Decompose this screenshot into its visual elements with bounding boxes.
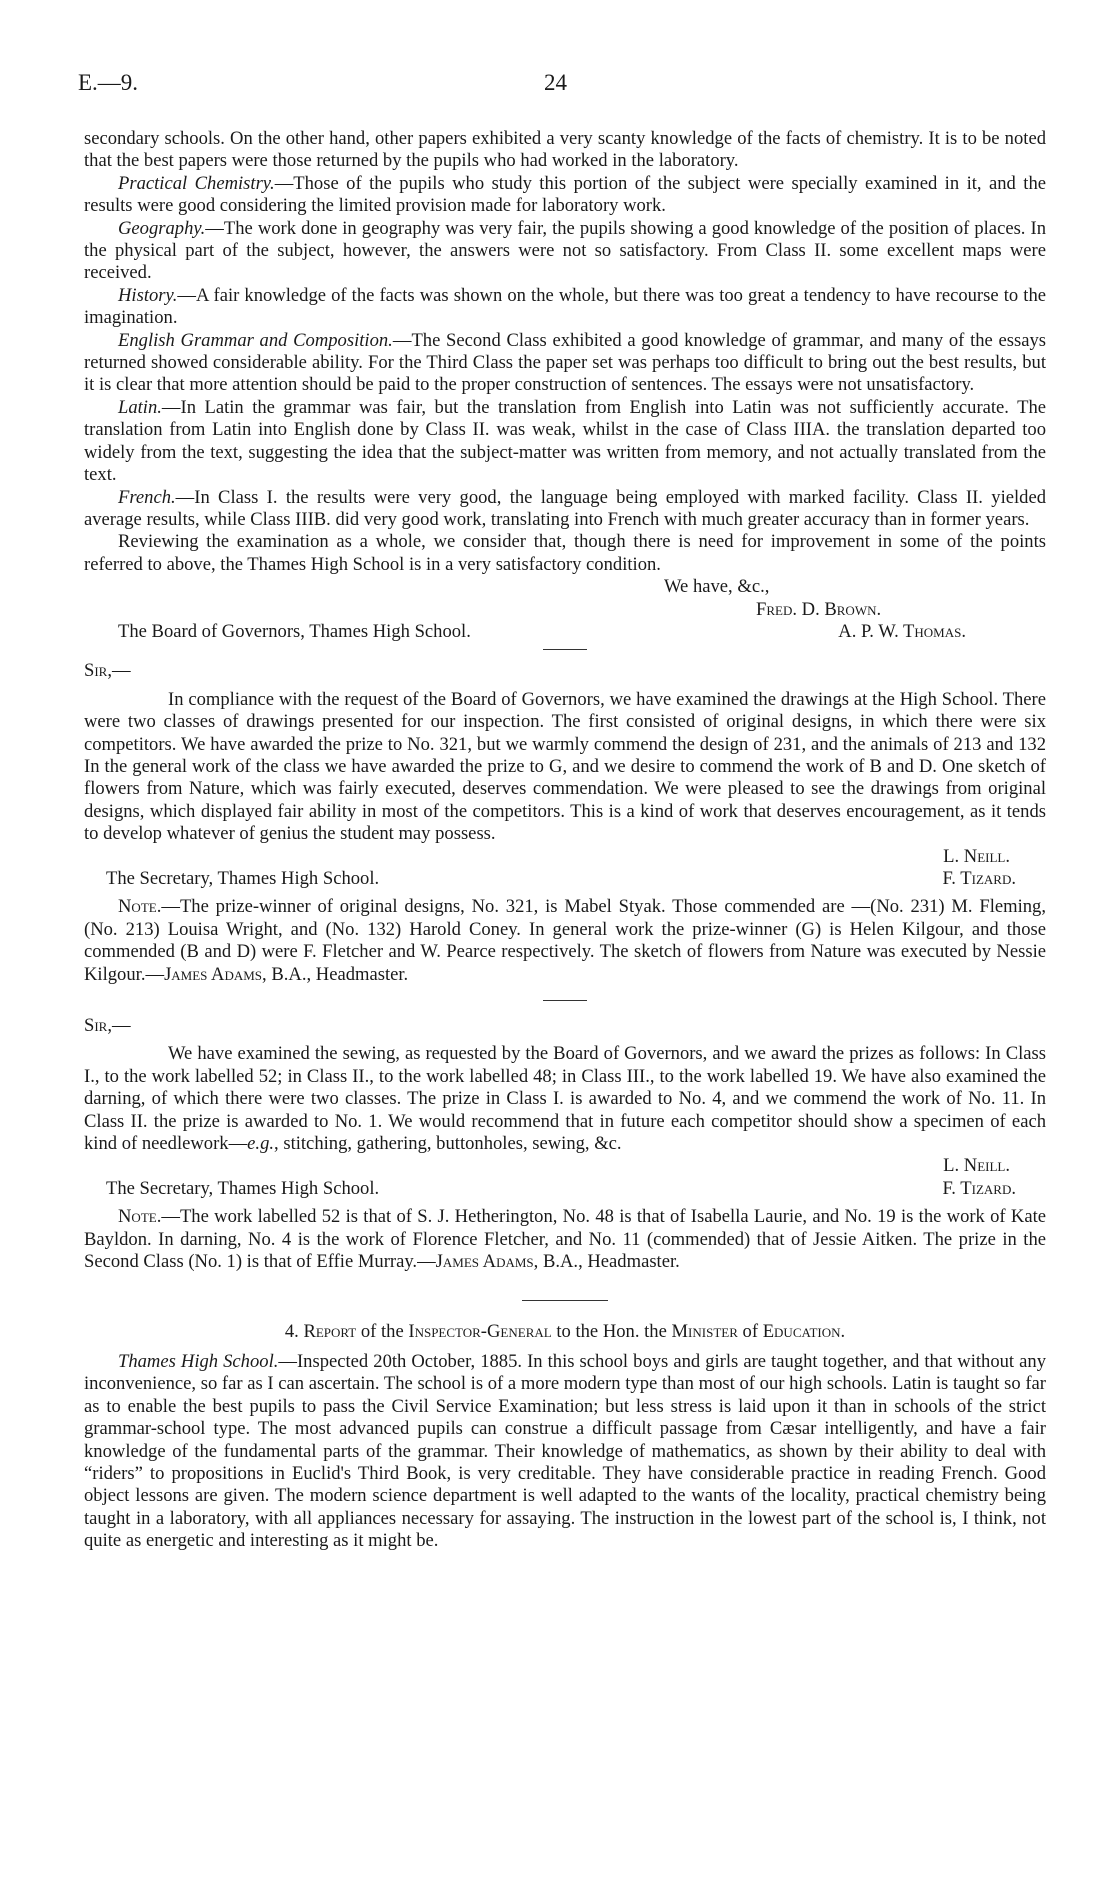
- geography-paragraph: Geography.—The work done in geography was very fair, the pupils showing a good knowledge of the position of places. In the physical part of the subject, however, the answers were not so satisfactory. From Class II. some excellent maps were received.: [84, 217, 1046, 284]
- drawings-paragraph: In compliance with the request of the Board of Governors, we have examined the drawings at the High School. There were two classes of drawings presented for our inspection. The first consisted of original designs, in which there were six competitors. We have awarded the prize to No. 321, but we warmly commend the design of 231, and the animals of 213 and 132 In the general work of the class we have awarded the prize to G, and we desire to commend the work of B and D. One sketch of flowers from Nature, which was fairly executed, deserves commendation. We were pleased to see the drawings from original designs, which displayed fair ability in most of the competitors. This is a kind of work that deserves encouragement, as it tends to develop whatever of genius the student may possess.: [84, 688, 1046, 845]
- reviewing-paragraph: Reviewing the examination as a whole, we consider that, though there is need for improvement in some of the points referred to above, the Thames High School is in a very satisfactory condition.: [84, 531, 1046, 575]
- intro-paragraph: secondary schools. On the other hand, other papers exhibited a very scanty knowledge of the facts of chemistry. It is to be noted that the best papers were those returned by the pupils who had worked in the laboratory.: [84, 128, 1046, 172]
- page-header: [78, 70, 1046, 104]
- latin-paragraph: Latin.—In Latin the grammar was fair, but the translation from English into Latin was not sufficiently accurate. The translation from Latin into English done by Class II. was weak, whilst in the case of Class IIIA. the translation departed too widely from the text, suggesting the idea that the subject-matter was written from memory, and not actually translated from the text.: [84, 396, 1046, 486]
- signatory-tizard: F. Tizard.: [942, 1177, 1016, 1199]
- addressee-secretary: The Secretary, Thames High School.: [106, 868, 380, 889]
- report-heading: 4. Report of the Inspector-General to the Hon. the Minister of Education.: [284, 1320, 846, 1342]
- signature-row-drawings-1: [84, 846, 1046, 868]
- salutation-drawings: Sir,—: [84, 660, 131, 682]
- practical-chemistry-heading: Practical Chemistry.: [118, 172, 275, 194]
- addressee-secretary: The Secretary, Thames High School.: [106, 1177, 380, 1199]
- signatory-neill: L. Neill.: [943, 1155, 1010, 1177]
- section-divider: [522, 1300, 608, 1301]
- page-number: 24: [544, 70, 567, 95]
- french-paragraph: French.—In Class I. the results were very good, the language being employed with marked facility. Class II. yielded average results, while Class IIIB. did very good work, translating into French with much greater accuracy than in former years.: [84, 486, 1046, 530]
- salutation-sewing: Sir,—: [84, 1015, 131, 1037]
- signature-row-drawings-2: [84, 868, 1046, 890]
- document-page: [78, 70, 1046, 1553]
- addressee-board: The Board of Governors, Thames High School.: [118, 620, 471, 642]
- latin-heading: Latin.: [118, 396, 162, 418]
- note-label: Note.: [118, 896, 162, 918]
- geography-heading: Geography.: [118, 217, 206, 239]
- note-label: Note.: [118, 1206, 162, 1228]
- signatory-neill: L. Neill.: [943, 845, 1010, 867]
- drawings-note-paragraph: Note.—The prize-winner of original designs, No. 321, is Mabel Styak. Those commended are —(No. 231) M. Fleming, (No. 213) Louisa Wright, and (No. 132) Harold Coney. In general work the prize-winner (G) is Helen Kilgour, and those commended (B and D) were F. Fletcher and W. Pearce respectively. The sketch of flowers from Nature was executed by Nessie Kilgour.—James Adams, B.A., Headmaster.: [84, 896, 1046, 985]
- signature-row-sewing-1: [84, 1155, 1046, 1177]
- french-heading: French.: [118, 486, 176, 508]
- signature-block-1: [84, 576, 1046, 643]
- signature-row-sewing-2: [84, 1178, 1046, 1200]
- section-divider: [543, 1000, 587, 1001]
- practical-chemistry-paragraph: Practical Chemistry.—Those of the pupils who study this portion of the subject were specially examined in it, and the results were good considering the limited provision made for laboratory work.: [84, 172, 1046, 217]
- headmaster-name: James Adams: [164, 963, 263, 985]
- sewing-paragraph: We have examined the sewing, as requested by the Board of Governors, and we award the prizes as follows: In Class I., to the work labelled 52; in Class II., to the work labelled 48; in Class III., to the work labelled 19. We have also examined the darning, of which there were two classes. The prize in Class I. is awarded to No. 4, and we commend the work of No. 11. In Class II. the prize is awarded to No. 1. We would recommend that in future each competitor should show a specimen of each kind of needlework—e.g., stitching, gathering, buttonholes, sewing, &c.: [84, 1043, 1046, 1155]
- document-reference: E.—9.: [78, 70, 139, 95]
- school-heading: Thames High School.: [118, 1350, 279, 1372]
- sewing-note-paragraph: Note.—The work labelled 52 is that of S. J. Hetherington, No. 48 is that of Isabella Laurie, and No. 19 is the work of Kate Bayldon. In darning, No. 4 is the work of Florence Fletcher, and No. 11 (commended) that of Jessie Aitken. The prize in the Second Class (No. 1) is that of Effie Murray.—James Adams, B.A., Headmaster.: [84, 1206, 1046, 1273]
- signatory-brown: Fred. D. Brown.: [756, 598, 882, 620]
- closing-line: We have, &c.,: [664, 576, 770, 598]
- history-paragraph: History.—A fair knowledge of the facts was shown on the whole, but there was too great a tendency to have recourse to the imagination.: [84, 284, 1046, 329]
- section-divider: [543, 649, 587, 650]
- signatory-tizard: F. Tizard.: [942, 868, 1016, 889]
- english-paragraph: English Grammar and Composition.—The Second Class exhibited a good knowledge of grammar, and many of the essays returned showed considerable ability. For the Third Class the paper set was perhaps too difficult to bring out the best results, but it is clear that more attention should be paid to the proper construction of sentences. The essays were not unsatisfactory.: [84, 329, 1046, 396]
- english-heading: English Grammar and Composition.: [118, 329, 393, 351]
- history-heading: History.: [118, 284, 178, 306]
- headmaster-name: James Adams: [435, 1251, 534, 1273]
- addressee-row-1: [84, 621, 1046, 643]
- inspection-paragraph: Thames High School.—Inspected 20th October, 1885. In this school boys and girls are taught together, and that without any inconvenience, so far as I can ascertain. The school is of a more modern type than most of our high schools. Latin is taught so far as to enable the best pupils to pass the Civil Service Examination; but less stress is laid upon it than in schools of the strict grammar-school type. The most advanced pupils can construe a difficult passage from Cæsar intelligently, and have a fair knowledge of the fundamental parts of the grammar. Their knowledge of mathematics, as shown by their ability to deal with “riders” to propositions in Euclid's Third Book, is very creditable. They have considerable practice in reading French. Good object lessons are given. The modern science department is well adapted to the wants of the locality, practical chemistry being taught in a laboratory, with all appliances necessary for assaying. The instruction in the lowest part of the school is, I think, not quite as energetic and interesting as it might be.: [84, 1350, 1046, 1552]
- signatory-thomas: A. P. W. Thomas.: [838, 620, 966, 642]
